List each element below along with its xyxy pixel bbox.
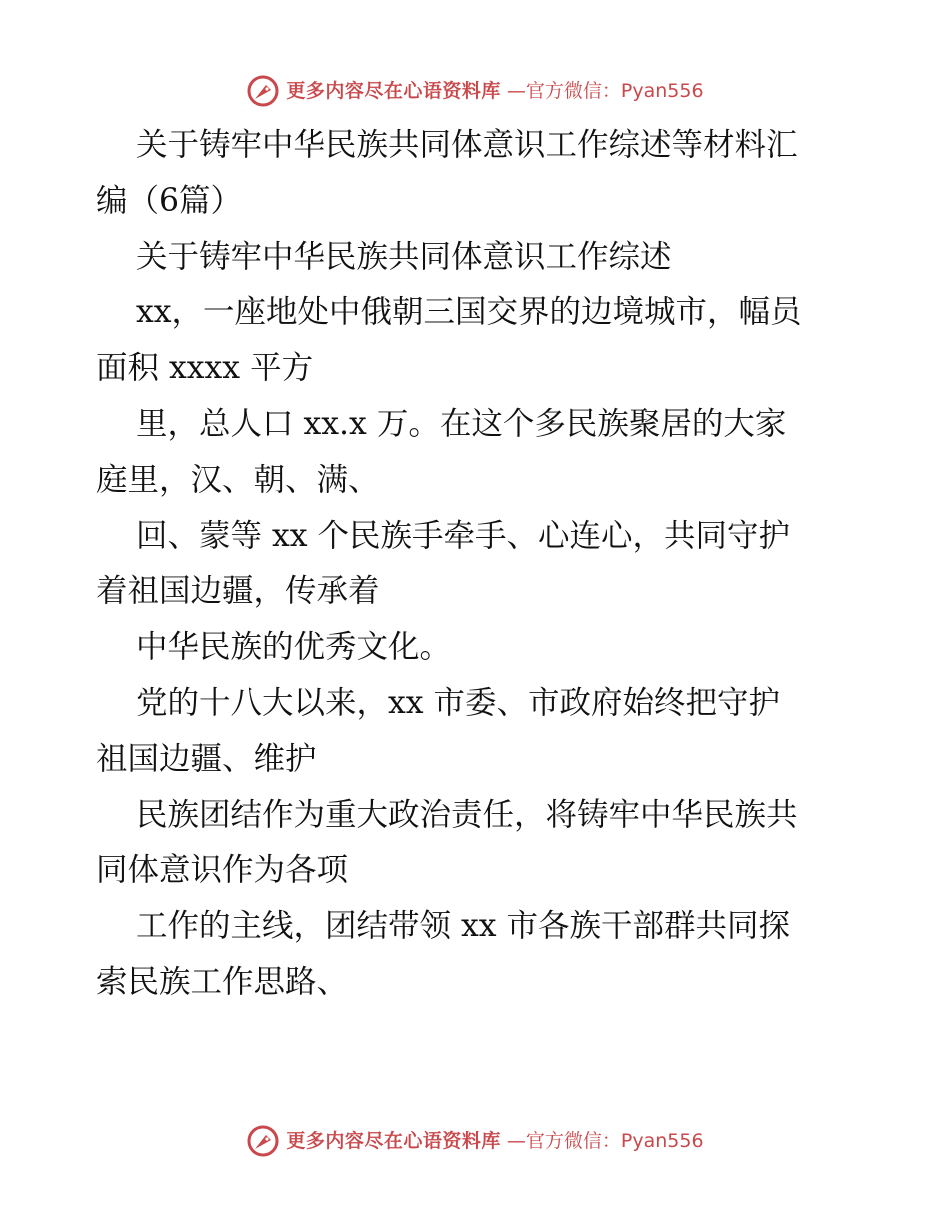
paragraph-line: 面积 xxxx 平方 bbox=[96, 350, 314, 387]
document-title-line-1: 关于铸牢中华民族共同体意识工作综述等材料汇 bbox=[136, 127, 798, 163]
banner-wechat-text: —官方微信：Pyan556 bbox=[506, 1130, 704, 1152]
header-banner bbox=[0, 74, 950, 108]
banner-brand-text: 更多内容尽在心语资料库 bbox=[286, 1130, 501, 1152]
paragraph-line: 祖国边疆、维护 bbox=[96, 740, 317, 777]
paragraph-line: 着祖国边疆，传承着 bbox=[96, 573, 380, 610]
paragraph-line: xx，一座地处中俄朝三国交界的边境城市，幅员 bbox=[136, 294, 802, 331]
paragraph-line: 庭里，汉、朝、满、 bbox=[96, 461, 380, 498]
paragraph-line: 民族团结作为重大政治责任，将铸牢中华民族共 bbox=[136, 796, 798, 833]
document-body bbox=[96, 118, 856, 1011]
paragraph-line: 回、蒙等 xx 个民族手牵手、心连心，共同守护 bbox=[136, 517, 791, 554]
paragraph-line: 同体意识作为各项 bbox=[96, 852, 349, 889]
paragraph-line: 党的十八大以来，xx 市委、市政府始终把守护 bbox=[136, 684, 781, 721]
pen-nib-logo-icon bbox=[246, 74, 280, 108]
paragraph-line: 里，总人口 xx.x 万。在这个多民族聚居的大家 bbox=[136, 405, 787, 442]
pen-nib-logo-icon bbox=[246, 1124, 280, 1158]
section-heading: 关于铸牢中华民族共同体意识工作综述 bbox=[136, 238, 672, 275]
footer-banner bbox=[0, 1124, 950, 1158]
banner-brand-text: 更多内容尽在心语资料库 bbox=[286, 80, 501, 102]
paragraph-line: 工作的主线，团结带领 xx 市各族干部群共同探 bbox=[136, 908, 791, 945]
banner-wechat-text: —官方微信：Pyan556 bbox=[506, 80, 704, 102]
document-title-line-2: 编（6篇） bbox=[96, 182, 243, 219]
paragraph-line: 索民族工作思路、 bbox=[96, 963, 349, 1000]
paragraph-line: 中华民族的优秀文化。 bbox=[136, 629, 452, 666]
